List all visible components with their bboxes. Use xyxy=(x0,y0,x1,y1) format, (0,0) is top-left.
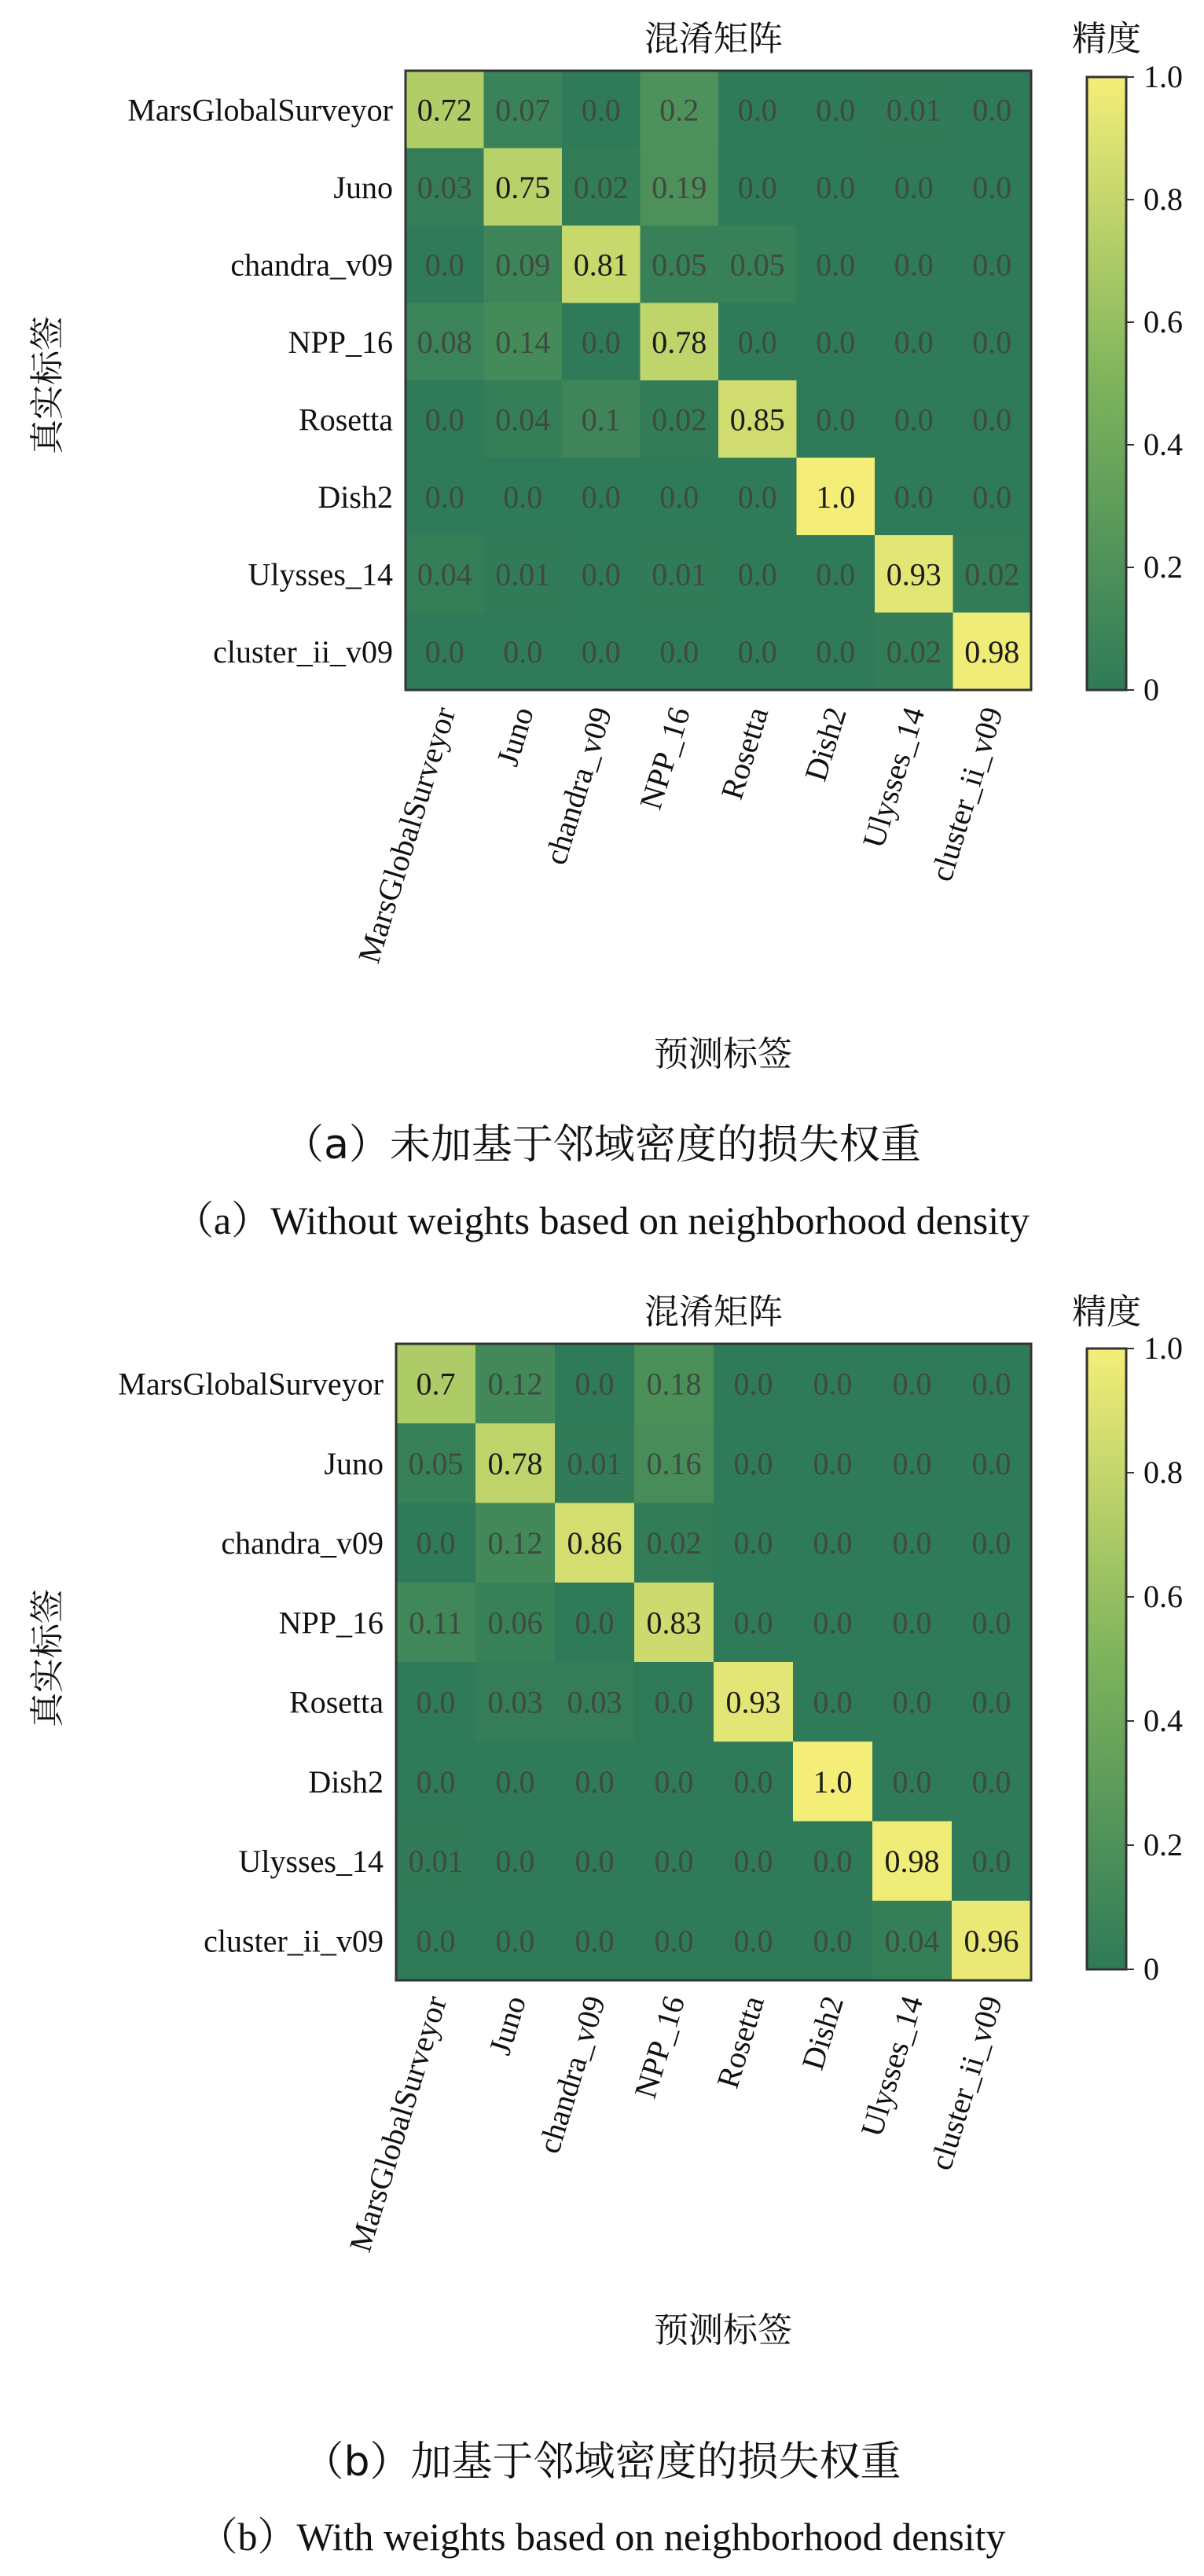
column-label: Dish2 xyxy=(795,1991,851,2075)
cell-value-label: 0.0 xyxy=(816,247,856,283)
cell-value-label: 0.0 xyxy=(581,556,621,593)
colorbar xyxy=(1087,1349,1126,1969)
cell-value-label: 0.0 xyxy=(737,633,777,670)
cell-value-label: 0.0 xyxy=(972,324,1012,360)
cell-value-label: 0.98 xyxy=(964,633,1020,670)
cell-value-label: 0.96 xyxy=(964,1923,1019,1959)
cell-value-label: 0.0 xyxy=(813,1366,853,1402)
cell-value-label: 0.03 xyxy=(487,1684,543,1720)
colorbar-ticks xyxy=(1126,59,1183,707)
cell-value-label: 0.78 xyxy=(487,1445,543,1481)
column-label: MarsGlobalSurveyor xyxy=(351,703,463,967)
cell-value-label: 0.02 xyxy=(646,1525,702,1561)
row-label: Juno xyxy=(324,1445,384,1481)
row-label: Juno xyxy=(333,169,393,205)
cell-value-label: 0.0 xyxy=(816,324,856,360)
cell-value-label: 0.0 xyxy=(816,402,856,438)
cell-value-label: 0.0 xyxy=(574,1366,615,1402)
panel-a xyxy=(28,19,1183,1242)
cell-value-label: 0.0 xyxy=(813,1923,853,1959)
cell-value-label: 1.0 xyxy=(813,1763,853,1800)
cell-value-label: 0.0 xyxy=(581,633,621,670)
cell-value-label: 0.0 xyxy=(654,1763,694,1800)
row-label: Dish2 xyxy=(318,479,393,515)
row-label: cluster_ii_v09 xyxy=(204,1923,384,1959)
cell-value-label: 0.85 xyxy=(729,402,785,438)
column-label: Dish2 xyxy=(797,703,853,786)
cell-value-label: 0.14 xyxy=(495,324,551,360)
column-label: Rosetta xyxy=(709,1991,772,2093)
cell-value-label: 0.1 xyxy=(581,402,621,438)
column-label: Juno xyxy=(481,1991,534,2059)
cell-value-label: 0.81 xyxy=(573,247,629,283)
cell-value-label: 0.02 xyxy=(652,402,707,438)
cell-value-label: 0.0 xyxy=(892,1366,932,1402)
cell-value-label: 0.98 xyxy=(884,1844,940,1880)
cell-value-label: 0.01 xyxy=(408,1844,464,1880)
y-axis-label: 真实标签 xyxy=(28,1589,68,1727)
colorbar-tick-label: 1.0 xyxy=(1143,1330,1183,1366)
cell-value-label: 0.0 xyxy=(733,1844,773,1880)
cell-value-label: 0.75 xyxy=(495,169,551,205)
cell-value-label: 0.0 xyxy=(813,1684,853,1720)
cell-value-label: 0.0 xyxy=(733,1366,773,1402)
colorbar-tick-label: 0.2 xyxy=(1143,549,1183,585)
cell-value-label: 0.01 xyxy=(495,556,551,593)
cell-value-label: 0.0 xyxy=(581,92,621,128)
heatmap-cells xyxy=(406,71,1032,691)
cell-value-label: 0.0 xyxy=(971,1605,1011,1641)
cell-value-label: 0.0 xyxy=(581,324,621,360)
cell-value-label: 0.0 xyxy=(894,324,934,360)
cell-value-label: 0.0 xyxy=(972,479,1012,515)
cell-value-label: 0.11 xyxy=(409,1605,463,1641)
cell-value-label: 0.0 xyxy=(416,1684,456,1720)
cell-value-label: 0.0 xyxy=(495,1923,535,1959)
cell-value-label: 0.19 xyxy=(652,169,707,205)
cell-value-label: 0.04 xyxy=(884,1923,940,1959)
cell-value-label: 0.0 xyxy=(892,1605,932,1641)
colorbar xyxy=(1087,77,1126,690)
column-label: NPP_16 xyxy=(627,1991,692,2103)
y-axis-label: 真实标签 xyxy=(28,316,68,454)
colorbar-tick-label: 0 xyxy=(1143,1951,1159,1987)
cell-value-label: 0.0 xyxy=(816,92,856,128)
cell-value-label: 0.0 xyxy=(894,169,934,205)
cell-value-label: 0.0 xyxy=(503,479,543,515)
cell-value-label: 0.0 xyxy=(424,247,464,283)
cell-value-label: 0.0 xyxy=(654,1684,694,1720)
row-label: Ulysses_14 xyxy=(248,556,393,593)
colorbar-title: 精度 xyxy=(1072,19,1141,59)
cell-value-label: 0.0 xyxy=(972,169,1012,205)
row-label: Rosetta xyxy=(289,1684,384,1720)
cell-value-label: 0.0 xyxy=(654,1844,694,1880)
cell-value-label: 0.0 xyxy=(972,402,1012,438)
x-axis-label: 预测标签 xyxy=(654,2310,792,2350)
cell-value-label: 0.78 xyxy=(652,324,707,360)
cell-value-label: 0.0 xyxy=(424,402,464,438)
cell-value-label: 0.0 xyxy=(816,556,856,593)
cell-value-label: 0.12 xyxy=(487,1366,543,1402)
cell-value-label: 0.0 xyxy=(892,1525,932,1561)
row-label: cluster_ii_v09 xyxy=(213,633,393,670)
column-labels xyxy=(342,1991,1009,2255)
column-label: chandra_v09 xyxy=(530,1991,613,2158)
heatmap-cells xyxy=(396,1344,1032,1981)
column-label: chandra_v09 xyxy=(537,703,619,869)
cell-value-label: 0.0 xyxy=(574,1923,615,1959)
cell-value-label: 0.0 xyxy=(894,479,934,515)
cell-value-label: 0.0 xyxy=(659,633,699,670)
cell-value-label: 0.02 xyxy=(886,633,942,670)
cell-value-label: 0.0 xyxy=(416,1923,456,1959)
cell-value-label: 0.0 xyxy=(574,1844,615,1880)
column-label: Rosetta xyxy=(714,703,776,804)
cell-value-label: 0.0 xyxy=(894,247,934,283)
column-label: Ulysses_14 xyxy=(853,1991,931,2141)
cell-value-label: 0.01 xyxy=(652,556,707,593)
cell-value-label: 0.0 xyxy=(733,1525,773,1561)
cell-value-label: 0.0 xyxy=(495,1844,535,1880)
cell-value-label: 0.16 xyxy=(646,1445,702,1481)
colorbar-tick-label: 0.4 xyxy=(1143,1703,1183,1738)
cell-value-label: 0.0 xyxy=(971,1445,1011,1481)
cell-value-label: 0.06 xyxy=(487,1605,543,1641)
colorbar-tick-label: 0.6 xyxy=(1143,1579,1183,1614)
cell-value-label: 0.12 xyxy=(487,1525,543,1561)
column-label: Ulysses_14 xyxy=(855,703,932,853)
cell-value-label: 0.02 xyxy=(964,556,1020,593)
cell-value-label: 0.0 xyxy=(424,479,464,515)
column-label: MarsGlobalSurveyor xyxy=(342,1991,454,2256)
cell-value-label: 0.0 xyxy=(495,1763,535,1800)
colorbar-title: 精度 xyxy=(1072,1292,1141,1332)
cell-value-label: 0.0 xyxy=(894,402,934,438)
cell-value-label: 0.0 xyxy=(581,479,621,515)
colorbar-tick-label: 0 xyxy=(1143,672,1159,707)
cell-value-label: 0.0 xyxy=(813,1525,853,1561)
cell-value-label: 0.01 xyxy=(886,92,942,128)
colorbar-ticks xyxy=(1126,1330,1183,1987)
row-label: Dish2 xyxy=(308,1763,384,1800)
row-labels xyxy=(127,92,393,670)
cell-value-label: 0.0 xyxy=(416,1763,456,1800)
cell-value-label: 0.0 xyxy=(971,1366,1011,1402)
cell-value-label: 0.05 xyxy=(408,1445,464,1481)
cell-value-label: 0.02 xyxy=(573,169,629,205)
cell-value-label: 0.18 xyxy=(646,1366,702,1402)
cell-value-label: 0.72 xyxy=(417,92,472,128)
colorbar-tick-label: 0.8 xyxy=(1143,1455,1183,1490)
cell-value-label: 0.05 xyxy=(729,247,785,283)
cell-value-label: 0.0 xyxy=(813,1605,853,1641)
row-label: MarsGlobalSurveyor xyxy=(118,1366,384,1402)
cell-value-label: 0.7 xyxy=(416,1366,456,1402)
row-label: Rosetta xyxy=(299,402,393,438)
cell-value-label: 0.0 xyxy=(416,1525,456,1561)
cell-value-label: 0.0 xyxy=(892,1684,932,1720)
cell-value-label: 0.0 xyxy=(971,1525,1011,1561)
colorbar-tick-label: 0.4 xyxy=(1143,427,1183,462)
cell-value-label: 0.2 xyxy=(659,92,699,128)
cell-value-label: 0.0 xyxy=(733,1605,773,1641)
cell-value-label: 0.0 xyxy=(892,1445,932,1481)
cell-value-label: 0.0 xyxy=(659,479,699,515)
cell-value-label: 0.01 xyxy=(567,1445,622,1481)
cell-value-label: 0.0 xyxy=(737,92,777,128)
cell-value-label: 0.0 xyxy=(654,1923,694,1959)
row-label: MarsGlobalSurveyor xyxy=(127,92,393,128)
cell-value-label: 0.0 xyxy=(816,633,856,670)
matrix-title: 混淆矩阵 xyxy=(644,1292,783,1332)
cell-value-label: 0.0 xyxy=(816,169,856,205)
caption-en: （a）Without weights based on neighborhood density xyxy=(174,1198,1030,1242)
cell-value-label: 0.03 xyxy=(417,169,472,205)
cell-value-label: 0.0 xyxy=(574,1763,615,1800)
cell-value-label: 0.05 xyxy=(652,247,707,283)
cell-value-label: 0.0 xyxy=(737,324,777,360)
cell-value-label: 0.0 xyxy=(892,1763,932,1800)
cell-value-label: 0.0 xyxy=(813,1844,853,1880)
caption-cn: （a）未加基于邻域密度的损失权重 xyxy=(283,1121,921,1169)
cell-value-label: 0.0 xyxy=(737,479,777,515)
cell-value-label: 0.04 xyxy=(417,556,472,593)
column-label: NPP_16 xyxy=(632,703,697,814)
row-label: chandra_v09 xyxy=(230,247,393,283)
colorbar-tick-label: 0.2 xyxy=(1143,1827,1183,1862)
cell-value-label: 0.0 xyxy=(972,247,1012,283)
cell-value-label: 0.04 xyxy=(495,402,551,438)
row-label: Ulysses_14 xyxy=(238,1844,384,1880)
cell-value-label: 0.03 xyxy=(567,1684,622,1720)
row-label: NPP_16 xyxy=(288,324,393,360)
row-label: chandra_v09 xyxy=(221,1525,384,1561)
cell-value-label: 1.0 xyxy=(816,479,856,515)
caption-en: （b）With weights based on neighborhood density xyxy=(198,2515,1006,2559)
row-label: NPP_16 xyxy=(278,1605,384,1641)
column-label: Juno xyxy=(489,703,541,770)
cell-value-label: 0.0 xyxy=(971,1684,1011,1720)
caption-cn: （b）加基于邻域密度的损失权重 xyxy=(303,2438,901,2486)
x-axis-label: 预测标签 xyxy=(654,1034,792,1074)
cell-value-label: 0.93 xyxy=(886,556,942,593)
panel-b xyxy=(28,1292,1183,2559)
cell-value-label: 0.86 xyxy=(567,1525,622,1561)
cell-value-label: 0.07 xyxy=(495,92,551,128)
column-labels xyxy=(351,703,1010,967)
cell-value-label: 0.83 xyxy=(646,1605,702,1641)
cell-value-label: 0.0 xyxy=(574,1605,615,1641)
cell-value-label: 0.0 xyxy=(813,1445,853,1481)
cell-value-label: 0.0 xyxy=(971,1844,1011,1880)
cell-value-label: 0.0 xyxy=(971,1763,1011,1800)
cell-value-label: 0.0 xyxy=(424,633,464,670)
cell-value-label: 0.08 xyxy=(417,324,472,360)
column-label: cluster_ii_v09 xyxy=(923,703,1010,886)
cell-value-label: 0.09 xyxy=(495,247,551,283)
cell-value-label: 0.0 xyxy=(733,1923,773,1959)
cell-value-label: 0.93 xyxy=(725,1684,781,1720)
row-labels xyxy=(118,1367,384,1959)
colorbar-tick-label: 0.8 xyxy=(1143,182,1183,217)
cell-value-label: 0.0 xyxy=(503,633,543,670)
cell-value-label: 0.0 xyxy=(737,169,777,205)
matrix-title: 混淆矩阵 xyxy=(644,19,783,59)
cell-value-label: 0.0 xyxy=(737,556,777,593)
cell-value-label: 0.0 xyxy=(733,1763,773,1800)
colorbar-tick-label: 0.6 xyxy=(1143,304,1183,339)
column-label: cluster_ii_v09 xyxy=(923,1991,1010,2174)
cell-value-label: 0.0 xyxy=(972,92,1012,128)
cell-value-label: 0.0 xyxy=(733,1445,773,1481)
colorbar-tick-label: 1.0 xyxy=(1143,59,1183,94)
